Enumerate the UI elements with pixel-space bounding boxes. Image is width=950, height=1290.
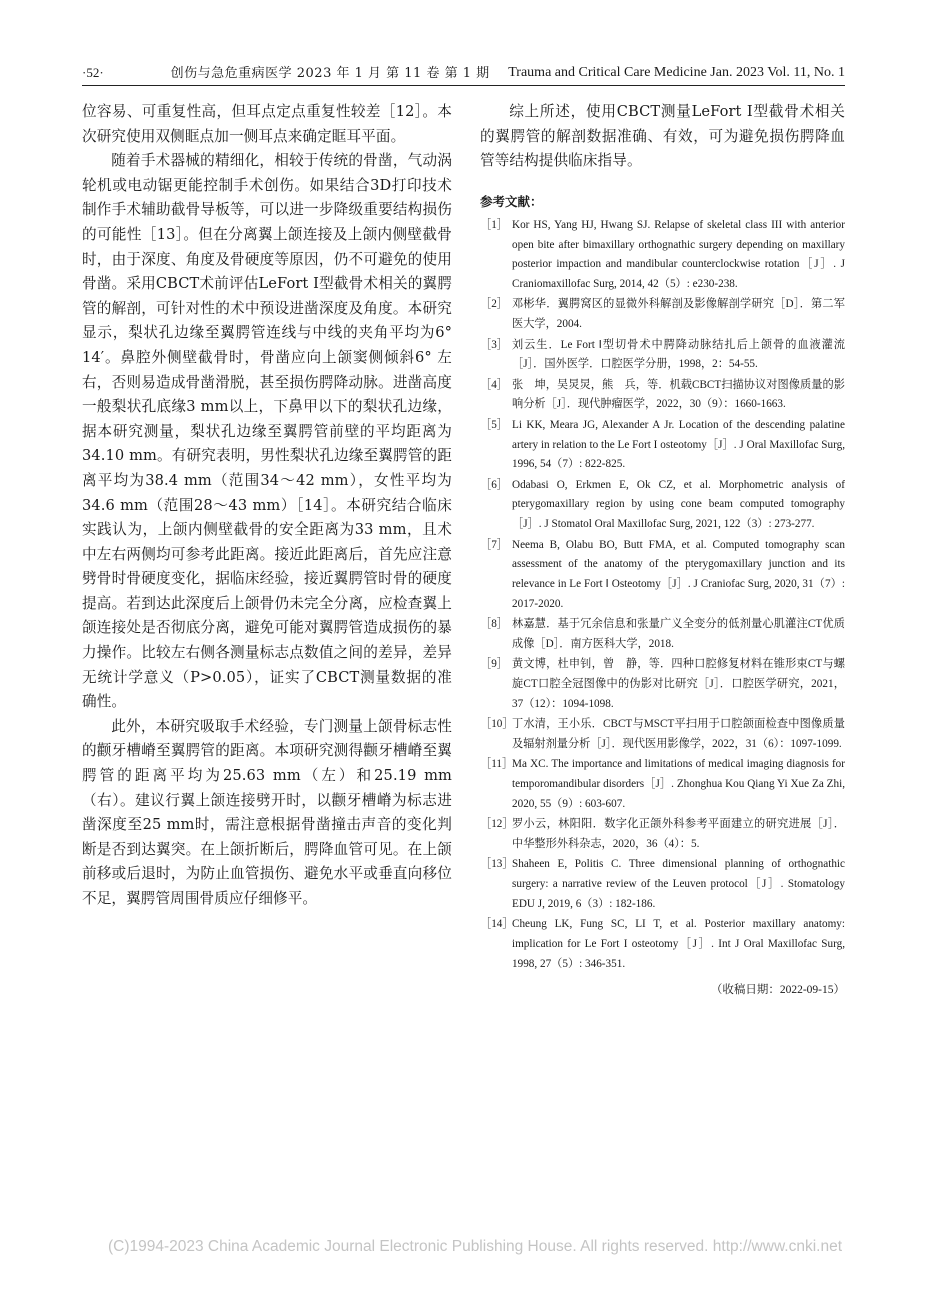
reference-number: ［4］: [480, 378, 508, 391]
reference-item: [480, 855, 845, 914]
reference-item: [480, 715, 845, 755]
reference-item: [480, 476, 845, 535]
reference-number: ［12］: [480, 818, 514, 831]
reference-text: 邓彬华．翼腭窝区的显微外科解剖及影像解剖学研究［D］．第二军医大学，2004.: [512, 298, 845, 331]
reference-text: Kor HS, Yang HJ, Hwang SJ. Relapse of skeletal class III with anterior open bite after bimaxillary orthognathic surgery depending on maxillary posterior impaction and mandibular counterclockwise rotation［J］. J Craniomaxillofac Surg, 2014, 42（5）: e230-238.: [512, 218, 845, 291]
body-paragraph: 此外，本研究吸取手术经验，专门测量上颌骨标志性的颧牙槽嵴至翼腭管的距离。本项研究测得颧牙槽嵴至翼腭管的距离平均为25.63 mm（左）和25.19 mm（右）。建议行翼上颌连接劈开时，以颧牙槽嵴为标志进凿深度至25 mm时，需注意根据骨凿撞击声音的变化判断是否到达翼突。在上颌折断后，腭降血管可见。在上颌前移或后退时，为防止血管损伤、避免水平或垂直向移位不足，翼腭管周围骨质应仔细修平。: [82, 717, 452, 907]
reference-number: ［11］: [480, 758, 514, 771]
reference-item: [480, 336, 845, 376]
reference-item: [480, 815, 845, 855]
reference-item: [480, 915, 845, 974]
reference-number: ［2］: [480, 298, 508, 311]
reference-item: [480, 536, 845, 615]
page-number: ·52·: [82, 65, 104, 80]
reference-text: 黄文博，杜申钊，曾 静，等．四种口腔修复材料在锥形束CT与螺旋CT口腔全冠图像中的伪影对比研究［J］．口腔医学研究，2021，37（12）：1094-1098.: [512, 658, 845, 710]
reference-text: Neema B, Olabu BO, Butt FMA, et al. Computed tomography scan assessment of the anatomy of the pterygomaxillary junction and its relevance in Le Fort Ⅰ Osteotomy［J］. J Craniofac Surg, 2020, 31（7）: 2017-2020.: [512, 538, 845, 610]
reference-number: ［6］: [480, 478, 508, 491]
body-paragraph: 随着手术器械的精细化，相较于传统的骨凿，气动涡轮机或电动锯更能控制手术创伤。如果结合3D打印技术制作手术辅助截骨导板等，可以进一步降级重要结构损伤的可能性［13］。但在分离翼上颌连接及上颌内侧壁截骨时，由于深度、角度及骨硬度等原因，仍不可避免的使用骨凿。采用CBCT术前评估LeFort Ⅰ型截骨术相关的翼腭管的解剖，可针对性的术中预设进凿深度及角度。本研究显示，梨状孔边缘至翼腭管连线与中线的夹角平均为6° 14′。鼻腔外侧壁截骨时，骨凿应向上颌窦侧倾斜6° 左右，否则易造成骨凿滑脱，甚至损伤腭降动脉。进凿高度一般梨状孔底缘3 mm以上，下鼻甲以下的梨状孔边缘，据本研究测量，梨状孔边缘至翼腭管前壁的平均距离为34.10 mm。有研究表明，男性梨状孔边缘至翼腭管的距离平均为38.4 mm（范围34～42 mm），女性平均为34.6 mm（范围28～43 mm）［14］。本研究结合临床实践认为，上颌内侧壁截骨的安全距离为33 mm，且术中左右两侧均可参考此距离。接近此距离后，首先应注意劈骨时骨硬度变化，据临床经验，接近翼腭管时骨的硬度提高。若到达此深度后上颌骨仍未完全分离，应检查翼上颌连接处是否彻底分离，避免可能对翼腭管造成损伤的暴力操作。比较左右侧各测量标志点数值之间的差异，差异无统计学意义（P>0.05），证实了CBCT测量数据的准确性。: [82, 152, 452, 711]
reference-text: Li KK, Meara JG, Alexander A Jr. Location of the descending palatine artery in relation to the Le Fort I osteotomy［J］. J Oral Maxillofac Surg, 1996, 54（7）: 822-825.: [512, 418, 845, 471]
reference-text: Odabasi O, Erkmen E, Ok CZ, et al. Morphometric analysis of pterygomaxillary region by using cone beam computed tomography［J］. J Stomatol Oral Maxillofac Surg, 2021, 122（3）: 273-277.: [512, 478, 845, 531]
reference-text: Cheung LK, Fung SC, LI T, et al. Posterior maxillary anatomy: implication for Le Fort I osteotomy［J］. Int J Oral Maxillofac Surg, 1998, 27（5）: 346-351.: [512, 918, 845, 970]
reference-item: [480, 655, 845, 714]
reference-item: [480, 615, 845, 655]
reference-item: [480, 216, 845, 295]
reference-text: Ma XC. The importance and limitations of medical imaging diagnosis for temporomandibular disorders［J］. Zhonghua Kou Qiang Yi Xue Za Zhi, 2020, 55（9）: 603-607.: [512, 758, 845, 810]
reference-text: 丁水清，王小乐．CBCT与MSCT平扫用于口腔颌面检查中图像质量及辐射剂量分析［J］．现代医用影像学，2022，31（6）：1097-1099.: [512, 718, 845, 750]
reference-item: [480, 376, 845, 416]
conclusion-paragraph: 综上所述，使用CBCT测量LeFort Ⅰ型截骨术相关的翼腭管的解剖数据准确、有效，可为避免损伤腭降血管等结构提供临床指导。: [480, 103, 845, 170]
reference-number: ［8］: [480, 618, 508, 631]
reference-text: 罗小云，林阳阳．数字化正颌外科参考平面建立的研究进展［J］．中华整形外科杂志，2020，36（4）：5.: [512, 818, 845, 850]
reference-item: [480, 295, 845, 335]
reference-number: ［9］: [480, 658, 508, 671]
reference-number: ［1］: [480, 218, 508, 231]
reference-text: 刘云生．Le Fort Ⅰ型切骨术中腭降动脉结扎后上颌骨的血液灌流［J］．国外医学．口腔医学分册，1998，2：54-55.: [512, 338, 845, 371]
reference-number: ［13］: [480, 858, 514, 871]
reference-number: ［14］: [480, 918, 514, 931]
references-heading: 参考文献：: [480, 193, 543, 209]
left-column: [82, 100, 452, 912]
reference-number: ［7］: [480, 538, 508, 551]
reference-text: 张 坤，吴炅炅，熊 兵，等．机载CBCT扫描协议对图像质量的影响分析［J］．现代肿瘤医学，2022，30（9）：1660-1663.: [512, 378, 845, 411]
reference-number: ［3］: [480, 338, 508, 351]
running-header: [82, 56, 845, 86]
reference-number: ［10］: [480, 718, 514, 731]
reference-text: Shaheen E, Politis C. Three dimensional planning of orthognathic surgery: a narrative review of the Leuven protocol［J］. Stomatology EDU J, 2019, 6（3）: 182-186.: [512, 858, 845, 910]
reference-list: [480, 216, 845, 975]
copyright-footer: (C)1994-2023 China Academic Journal Electronic Publishing House. All rights reserved. http://www.cnki.net: [107, 1238, 843, 1255]
body-paragraph: 位容易、可重复性高，但耳点定点重复性较差［12］。本次研究使用双侧眶点加一侧耳点来确定眶耳平面。: [82, 103, 452, 145]
journal-title-cn: 创伤与急危重病医学 2023 年 1 月 第 11 卷 第 1 期: [170, 66, 490, 81]
reference-number: ［5］: [480, 418, 508, 431]
received-date: （收稿日期：2022-09-15）: [710, 983, 845, 996]
reference-item: [480, 416, 845, 475]
reference-item: [480, 755, 845, 814]
reference-text: 林嘉慧．基于冗余信息和张量广义全变分的低剂量心肌灌注CT优质成像［D］．南方医科大学，2018.: [512, 618, 845, 651]
right-column: [480, 100, 845, 997]
journal-title-en: Trauma and Critical Care Medicine Jan. 2023 Vol. 11, No. 1: [508, 65, 845, 80]
